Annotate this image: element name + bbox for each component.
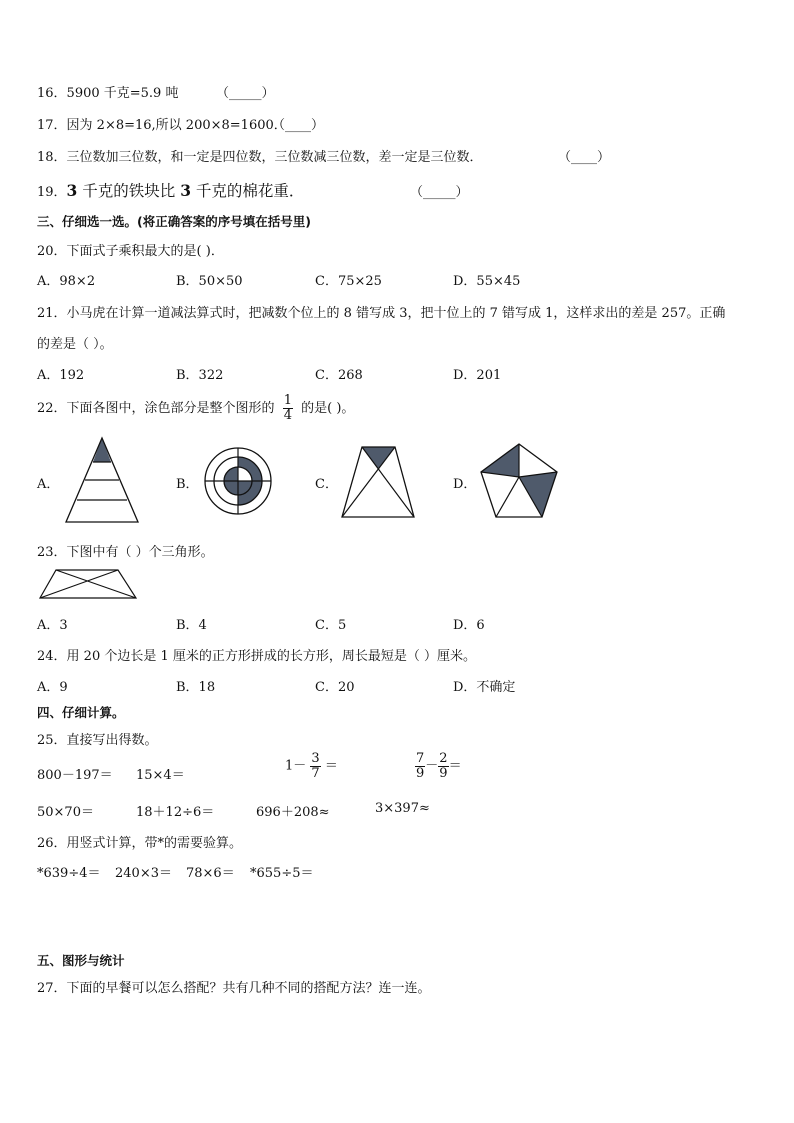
q20-option-b[interactable]: B．50×50 (176, 274, 243, 289)
q22-option-d[interactable]: D． (453, 477, 477, 492)
calc-18-12-6: 18＋12÷6＝ (136, 805, 215, 820)
q23-option-c[interactable]: C．5 (315, 618, 347, 633)
calc-15x4: 15×4＝ (136, 768, 185, 783)
calc-696-208: 696＋208≈ (256, 805, 330, 820)
question-19 (37, 179, 304, 201)
calc-7-9-minus-2-9 (415, 752, 462, 780)
section-4-heading: 四、仔细计算。 (37, 705, 125, 720)
question-21-line-2: 的差是（ ）。 (37, 337, 113, 352)
fraction-one-quarter (283, 394, 293, 422)
fraction-numerator: 1 (283, 393, 292, 409)
question-21-line-1: 21．小马虎在计算一道减法算式时，把减数个位上的 8 错写成 3，把十位上的 7 错写成 1，这样求出的差是 257。正确 (37, 306, 726, 321)
vertical-calc-1: *639÷4＝ (37, 866, 101, 881)
calc-50x70: 50×70＝ (37, 805, 94, 820)
calc-1-minus-3-7 (285, 752, 338, 780)
question-19-value-c: 3 (180, 181, 191, 200)
question-20: 20．下面式子乘积最大的是( )． (37, 244, 224, 259)
q21-option-a[interactable]: A．192 (37, 368, 85, 383)
q24-option-c[interactable]: C．20 (315, 680, 355, 695)
question-22-text: 22．下面各图中，涂色部分是整个图形的 (37, 401, 275, 416)
question-23: 23．下图中有（ ）个三角形。 (37, 545, 214, 560)
trapezoid-triangles-figure (38, 568, 138, 602)
fraction-denominator: 4 (283, 408, 292, 423)
question-19-text-b: 千克的铁块比 (77, 182, 181, 200)
question-22-text-post: 的是( )。 (301, 401, 355, 416)
question-22 (37, 390, 354, 428)
q21-option-d[interactable]: D．201 (453, 368, 502, 383)
fraction-numerator: 2 (439, 751, 448, 766)
concentric-circles-figure (203, 446, 273, 516)
q22-option-c[interactable]: C． (315, 477, 338, 492)
fraction-denominator: 9 (439, 765, 448, 781)
answer-blank-18[interactable]: （____） (558, 150, 611, 165)
vertical-calc-2: 240×3＝ (115, 866, 172, 881)
answer-blank-19[interactable]: （_____） (410, 185, 469, 200)
question-18: 18．三位数加三位数，和一定是四位数，三位数减三位数，差一定是三位数． (37, 150, 483, 165)
q21-option-b[interactable]: B．322 (176, 368, 224, 383)
section-3-heading: 三、仔细选一选。(将正确答案的序号填在括号里) (37, 214, 311, 229)
calc-equals: ＝ (448, 758, 462, 774)
q23-option-d[interactable]: D．6 (453, 618, 485, 633)
question-17: 17．因为 2×8=16,所以 200×8=1600． (37, 118, 287, 133)
q20-option-c[interactable]: C．75×25 (315, 274, 382, 289)
pentagon-figure (479, 442, 559, 520)
section-5-heading: 五、图形与统计 (37, 953, 125, 968)
q24-option-d[interactable]: D．不确定 (453, 680, 516, 695)
question-19-value-a: 3 (66, 181, 78, 200)
question-24: 24．用 20 个边长是 1 厘米的正方形拼成的长方形，周长最短是（ ）厘米。 (37, 649, 477, 664)
vertical-calc-4: *655÷5＝ (250, 866, 314, 881)
answer-blank-17[interactable]: （____） (272, 118, 325, 133)
question-19-number: 19． (37, 185, 67, 200)
q20-option-d[interactable]: D．55×45 (453, 274, 521, 289)
fraction-7-9 (415, 752, 425, 780)
triangle-figure (64, 436, 140, 524)
trapezoid-figure (340, 445, 416, 519)
fraction-numerator: 7 (416, 751, 425, 766)
fraction-2-9 (438, 752, 448, 780)
calc-3x397: 3×397≈ (375, 801, 430, 816)
calc-equals: ＝ (324, 758, 338, 774)
vertical-calc-3: 78×6＝ (186, 866, 235, 881)
q22-option-b[interactable]: B． (176, 477, 199, 492)
fraction-denominator: 9 (416, 765, 425, 781)
fraction-3-7 (310, 752, 320, 780)
q20-option-a[interactable]: A．98×2 (37, 274, 96, 289)
question-27: 27．下面的早餐可以怎么搭配？共有几种不同的搭配方法？连一连。 (37, 981, 431, 996)
question-16 (37, 82, 178, 101)
calc-800-197: 800－197＝ (37, 768, 113, 783)
fraction-denominator: 7 (311, 765, 320, 781)
answer-blank-16[interactable]: （_____） (216, 86, 275, 101)
q23-option-a[interactable]: A．3 (37, 618, 68, 633)
calc-text: 1－ (285, 758, 307, 774)
q21-option-c[interactable]: C．268 (315, 368, 363, 383)
q24-option-a[interactable]: A．9 (37, 680, 68, 695)
q24-option-b[interactable]: B．18 (176, 680, 216, 695)
q23-option-b[interactable]: B．4 (176, 618, 207, 633)
fraction-numerator: 3 (311, 751, 320, 766)
question-16-text: 16．5900 千克=5.9 吨 (37, 86, 179, 101)
calc-minus: － (425, 758, 439, 774)
question-19-text-d: 千克的棉花重． (191, 182, 305, 200)
question-25: 25．直接写出得数。 (37, 733, 158, 748)
q22-option-a[interactable]: A． (37, 477, 60, 492)
question-26: 26．用竖式计算，带*的需要验算。 (37, 836, 243, 851)
